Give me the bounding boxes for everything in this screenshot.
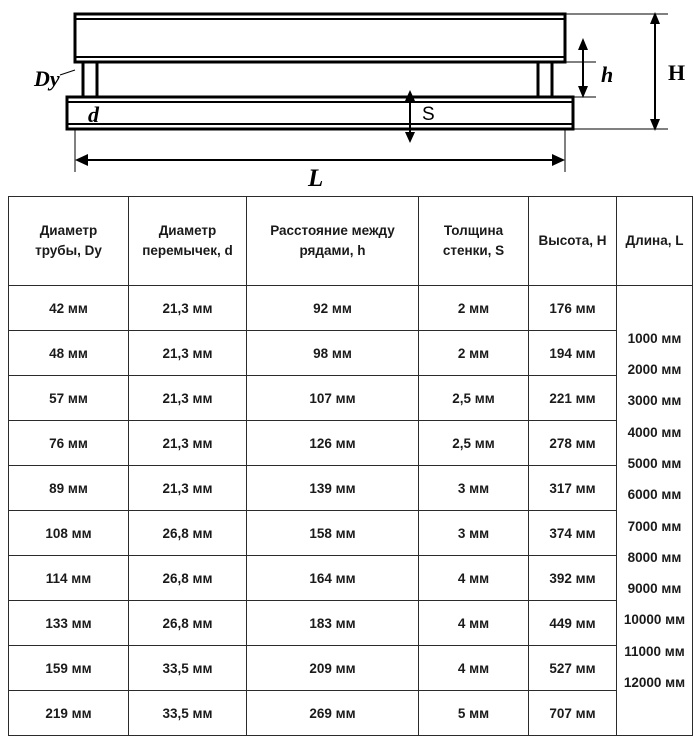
header-cell-s: Толщина стенки, S bbox=[419, 197, 529, 286]
table-row bbox=[9, 376, 693, 421]
table-row bbox=[9, 646, 693, 691]
cell-dy: 108 мм bbox=[9, 511, 129, 556]
label-h-lower: h bbox=[601, 62, 614, 87]
length-option: 4000 мм bbox=[627, 424, 682, 440]
cell-dy: 219 мм bbox=[9, 691, 129, 736]
cell-d: 21,3 мм bbox=[129, 331, 247, 376]
table-row bbox=[9, 421, 693, 466]
dimension-H bbox=[650, 12, 660, 131]
leader-lines bbox=[60, 70, 75, 75]
cell-h: 183 мм bbox=[247, 601, 419, 646]
cell-H: 278 мм bbox=[529, 421, 617, 466]
cell-s: 2 мм bbox=[419, 286, 529, 331]
cell-d: 21,3 мм bbox=[129, 421, 247, 466]
cell-s: 4 мм bbox=[419, 646, 529, 691]
cell-d: 26,8 мм bbox=[129, 556, 247, 601]
label-L: L bbox=[308, 165, 324, 190]
left-connector bbox=[83, 62, 97, 97]
cell-H: 449 мм bbox=[529, 601, 617, 646]
table-row bbox=[9, 511, 693, 556]
lower-pipe bbox=[67, 97, 573, 129]
cell-s: 5 мм bbox=[419, 691, 529, 736]
cell-dy: 133 мм bbox=[9, 601, 129, 646]
cell-H: 374 мм bbox=[529, 511, 617, 556]
cell-h: 139 мм bbox=[247, 466, 419, 511]
table-row bbox=[9, 601, 693, 646]
header-cell-L: Длина, L bbox=[617, 197, 693, 286]
cell-H: 317 мм bbox=[529, 466, 617, 511]
cell-d: 26,8 мм bbox=[129, 511, 247, 556]
cell-dy: 89 мм bbox=[9, 466, 129, 511]
cell-h: 158 мм bbox=[247, 511, 419, 556]
table-row bbox=[9, 691, 693, 736]
header-cell-h: Расстояние между рядами, h bbox=[247, 197, 419, 286]
upper-pipe bbox=[75, 14, 565, 62]
length-option: 3000 мм bbox=[627, 393, 682, 409]
cell-H: 221 мм bbox=[529, 376, 617, 421]
length-option: 5000 мм bbox=[627, 455, 682, 471]
cell-d: 26,8 мм bbox=[129, 601, 247, 646]
right-connector bbox=[538, 62, 552, 97]
table-row bbox=[9, 466, 693, 511]
length-option: 12000 мм bbox=[623, 675, 686, 691]
cell-d: 33,5 мм bbox=[129, 691, 247, 736]
cell-s: 3 мм bbox=[419, 511, 529, 556]
cell-s: 4 мм bbox=[419, 601, 529, 646]
cell-s: 2,5 мм bbox=[419, 421, 529, 466]
length-option: 6000 мм bbox=[627, 487, 682, 503]
header-cell-d: Диаметр перемычек, d bbox=[129, 197, 247, 286]
spec-table bbox=[8, 196, 693, 736]
cell-h: 98 мм bbox=[247, 331, 419, 376]
cell-H: 194 мм bbox=[529, 331, 617, 376]
label-S: S bbox=[422, 104, 435, 125]
cell-d: 21,3 мм bbox=[129, 466, 247, 511]
table-row bbox=[9, 331, 693, 376]
cell-H: 176 мм bbox=[529, 286, 617, 331]
cell-s: 2,5 мм bbox=[419, 376, 529, 421]
cell-dy: 159 мм bbox=[9, 646, 129, 691]
cell-s: 4 мм bbox=[419, 556, 529, 601]
cell-dy: 114 мм bbox=[9, 556, 129, 601]
table-header-row bbox=[9, 197, 693, 286]
cell-s: 3 мм bbox=[419, 466, 529, 511]
cell-h: 126 мм bbox=[247, 421, 419, 466]
cell-d: 21,3 мм bbox=[129, 376, 247, 421]
header-cell-dy: Диаметр трубы, Dy bbox=[9, 197, 129, 286]
label-dy: Dy bbox=[34, 66, 60, 91]
cell-h: 107 мм bbox=[247, 376, 419, 421]
cell-h: 164 мм bbox=[247, 556, 419, 601]
cell-h: 269 мм bbox=[247, 691, 419, 736]
cell-s: 2 мм bbox=[419, 331, 529, 376]
spec-table-container bbox=[8, 196, 692, 736]
cell-H: 527 мм bbox=[529, 646, 617, 691]
register-diagram-svg bbox=[0, 0, 700, 190]
length-option: 7000 мм bbox=[627, 518, 682, 534]
table-row bbox=[9, 286, 693, 331]
header-cell-H: Высота, H bbox=[529, 197, 617, 286]
label-d: d bbox=[88, 102, 99, 127]
cell-h: 209 мм bbox=[247, 646, 419, 691]
length-option: 8000 мм bbox=[627, 549, 682, 565]
length-option: 9000 мм bbox=[627, 581, 682, 597]
table-row bbox=[9, 556, 693, 601]
dimension-h bbox=[578, 38, 588, 98]
cell-h: 92 мм bbox=[247, 286, 419, 331]
cell-d: 21,3 мм bbox=[129, 286, 247, 331]
cell-H: 707 мм bbox=[529, 691, 617, 736]
length-option: 2000 мм bbox=[627, 361, 682, 377]
cell-dy: 76 мм bbox=[9, 421, 129, 466]
cell-dy: 42 мм bbox=[9, 286, 129, 331]
cell-lengths bbox=[617, 286, 693, 736]
cell-H: 392 мм bbox=[529, 556, 617, 601]
length-option: 11000 мм bbox=[624, 643, 685, 659]
cell-dy: 57 мм bbox=[9, 376, 129, 421]
register-diagram bbox=[0, 0, 700, 190]
cell-dy: 48 мм bbox=[9, 331, 129, 376]
cell-d: 33,5 мм bbox=[129, 646, 247, 691]
length-option: 10000 мм bbox=[623, 612, 686, 628]
label-H-upper: H bbox=[668, 60, 686, 85]
length-option: 1000 мм bbox=[627, 330, 682, 346]
